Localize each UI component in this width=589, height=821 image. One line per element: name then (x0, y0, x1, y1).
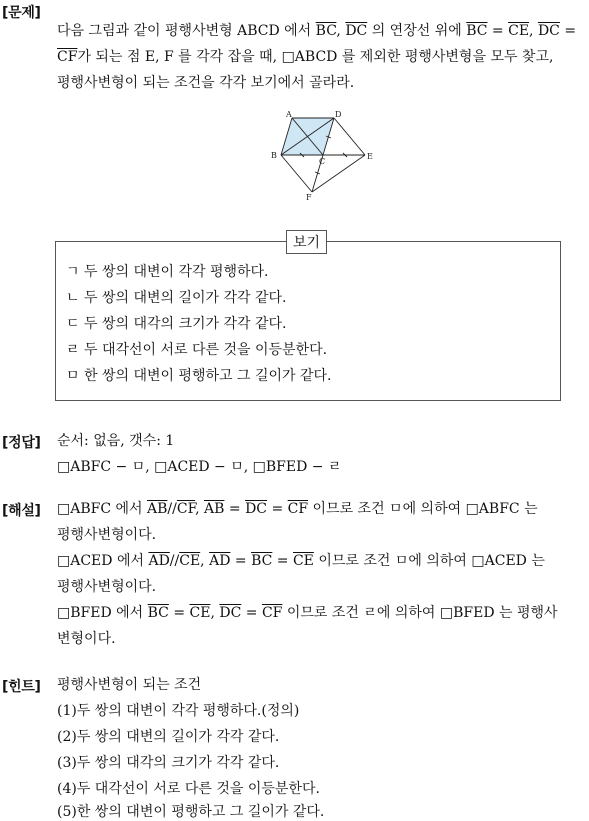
hint-item: (4)두 대각선이 서로 다른 것을 이등분한다. (57, 781, 320, 797)
option-item: ㄹ 두 대각선이 서로 다른 것을 이등분한다. (66, 342, 328, 358)
label-c: C (319, 157, 326, 166)
option-item: ㅁ 한 쌍의 대변이 평행하고 그 길이가 같다. (66, 368, 332, 384)
explanation-p3-line-2: 변형이다. (57, 631, 116, 647)
answer-line-1: 순서: 없음, 갯수: 1 (57, 433, 175, 449)
problem-line-3: 평행사변형이 되는 조건을 각각 보기에서 골라라. (57, 75, 355, 91)
label-e: E (367, 152, 373, 161)
label-b: B (271, 151, 277, 160)
explanation-label: [해설] (2, 503, 41, 519)
hint-item: (2)두 쌍의 대변의 길이가 각각 같다. (57, 729, 280, 745)
options-box-title: 보기 (286, 230, 327, 254)
problem-line-2: $\overline{CF}$가 되는 점 E, F 를 각각 잡을 때, □ABCD 를 제외한 평행사변형을 모두 찾고, (57, 49, 554, 65)
segment-bf (281, 155, 312, 192)
label-a: A (286, 110, 292, 119)
label-f: F (306, 193, 312, 202)
answer-line-2: □ABFC − ㅁ, □ACED − ㅁ, □BFED − ㄹ (57, 459, 342, 475)
explanation-p2-line-1: □ACED 에서 $\overline{AD}//\overline{CE}$, $\overline{AD} = \overline{BC} = \overline{CE}$ 이므로 조건 ㅁ에 의하여 □ACED 는 (57, 553, 545, 569)
label-d: D (335, 110, 342, 119)
hint-title: 평행사변형이 되는 조건 (57, 677, 202, 693)
hint-item: (5)한 쌍의 대변이 평행하고 그 길이가 같다. (57, 804, 325, 820)
segment-de (334, 118, 365, 155)
answer-label: [정답] (2, 435, 41, 451)
hint-item: (3)두 쌍의 대각의 크기가 각각 같다. (57, 755, 280, 771)
explanation-p1-line-1: □ABFC 에서 $\overline{AB}//\overline{CF}$, $\overline{AB} = \overline{DC} = \overline{CF}$ 이므로 조건 ㅁ에 의하여 □ABFC 는 (57, 501, 538, 517)
option-item: ㄷ 두 쌍의 대각의 크기가 각각 같다. (66, 316, 287, 332)
hint-item: (1)두 쌍의 대변이 각각 평행하다.(정의) (57, 703, 300, 719)
option-item: ㄴ 두 쌍의 대변의 길이가 각각 같다. (66, 290, 287, 306)
problem-label: [문제] (2, 5, 41, 21)
hint-label: [힌트] (2, 679, 41, 695)
explanation-p1-line-2: 평행사변형이다. (57, 527, 157, 543)
explanation-p2-line-2: 평행사변형이다. (57, 579, 157, 595)
problem-line-1: 다음 그림과 같이 평행사변형 ABCD 에서 $\overline{BC}$, $\overline{DC}$ 의 연장선 위에 $\overline{BC} = \overline{CE}$, $\overline{DC}$ = (57, 23, 577, 39)
parallelogram-figure (268, 108, 378, 203)
explanation-p3-line-1: □BFED 에서 $\overline{BC} = \overline{CE}$, $\overline{DC} = \overline{CF}$ 이므로 조건 ㄹ에 의하여 □BFED 는 평행사 (57, 605, 558, 621)
option-item: ㄱ 두 쌍의 대변이 각각 평행하다. (66, 264, 269, 280)
